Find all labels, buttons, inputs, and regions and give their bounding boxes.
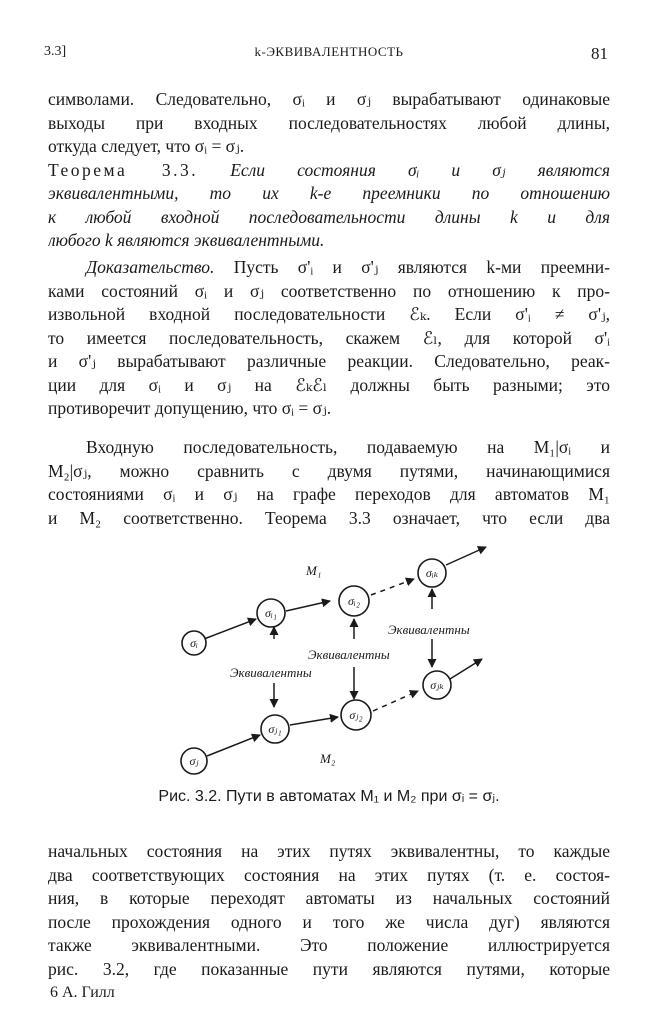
text-line: выходы при входных последовательностях любой длины, <box>48 112 610 133</box>
node-label: σᵢ <box>190 636 198 650</box>
theorem-line: любого k являются эквивалентными. <box>48 230 325 250</box>
figure-caption: Рис. 3.2. Пути в автоматах M₁ и M₂ при σᵢ = σⱼ. <box>158 788 500 805</box>
theorem-line: эквивалентными, то их k-е преемники по отношению <box>48 183 610 203</box>
running-title: k-ЭКВИВАЛЕНТНОСТЬ <box>254 44 404 59</box>
node-label: σⱼ <box>189 754 199 768</box>
edge-sj-sj1 <box>207 735 260 756</box>
proof-line: противоречит допущению, что σᵢ = σⱼ. <box>48 398 332 418</box>
proof-line-1 <box>48 256 610 280</box>
proof-line: и σ'ⱼ вырабатывают различные реакции. Следовательно, реак- <box>48 351 610 371</box>
text-line: и M₂ соответственно. Теорема 3.3 означает, что если два <box>48 507 610 528</box>
text-line: M₂|σⱼ, можно сравнить с двумя путями, начинающимися <box>48 460 610 481</box>
edge-si-si1 <box>204 619 256 639</box>
proof-line: ции для σᵢ и σⱼ на ℰₖℰₗ должны быть разными; это <box>48 374 610 395</box>
text-line: рис. 3.2, где показанные пути являются путями, которые <box>48 958 610 979</box>
node-label: σⱼ₂ <box>349 708 363 722</box>
proof-label: Доказательство. <box>86 257 215 277</box>
section-number: 3.3] <box>44 44 67 59</box>
automaton-label-m1: M₁ <box>306 563 322 578</box>
theorem-line: к любой входной последовательности длины k и для <box>48 206 610 227</box>
text-line: начальных состояния на этих путях эквивалентны, то каждые <box>48 841 610 861</box>
node-label: σⱼₖ <box>430 678 444 692</box>
text-line: символами. Следовательно, σᵢ и σⱼ вырабатывают одинаковые <box>48 89 610 109</box>
page-number: 81 <box>591 44 608 63</box>
node-label: σᵢₖ <box>425 566 439 580</box>
node-label: σᵢ₁ <box>265 606 277 620</box>
node-label: σⱼ₁ <box>268 722 282 736</box>
signature-mark: 6 А. Гилл <box>50 984 115 1001</box>
edge-sj2-sjk <box>373 691 418 711</box>
theorem-text: Если состояния σᵢ и σⱼ являются <box>230 159 610 180</box>
text-line: Входную последовательность, подаваемую на M₁|σᵢ и <box>86 437 610 457</box>
paragraph-conclusion <box>48 88 610 253</box>
figure-paths-diagram <box>170 543 500 779</box>
text-line: после прохождения одного и того же числа дуг) являются <box>48 911 610 932</box>
text-line: также эквивалентными. Это положение иллюстрируется <box>48 935 610 955</box>
node-label: σᵢ₂ <box>348 594 360 608</box>
text-line: состояниями σᵢ и σⱼ на графе переходов для автоматов M₁ <box>48 484 610 504</box>
proof-text: Пусть σ'ᵢ и σ'ⱼ являются k-ми преемни- <box>233 257 610 277</box>
edge-si1-si2 <box>286 601 330 611</box>
equiv-label-left: Эквивалентны <box>230 665 312 680</box>
equiv-label-middle: Эквивалентны <box>308 647 390 662</box>
text-line: откуда следует, что σᵢ = σⱼ. <box>48 136 245 156</box>
equiv-label-right: Эквивалентны <box>388 622 470 637</box>
theorem-label: Теорема 3.3. <box>48 159 199 180</box>
proof-line: извольной входной последовательности ℰₖ. Если σ'ᵢ ≠ σ'ⱼ, <box>48 304 610 324</box>
edge-sik-out <box>446 547 486 565</box>
theorem-line-1 <box>48 159 610 183</box>
proof-line: то имеется последовательность, скажем ℰₗ, для которой σ'ᵢ <box>48 327 610 348</box>
edge-sj1-sj2 <box>290 717 338 725</box>
paragraph-illustration <box>48 840 610 981</box>
paragraph-paths <box>48 436 610 530</box>
text-line: ния, в которые переходят автоматы из начальных состояний <box>48 888 610 908</box>
automaton-label-m2: M₂ <box>320 751 336 766</box>
proof-paragraph <box>48 256 610 421</box>
proof-line: ками состояний σᵢ и σⱼ соответственно по отношению к про- <box>48 280 610 301</box>
edge-sjk-out <box>450 659 482 679</box>
edge-si2-sik <box>371 579 414 595</box>
text-line: два соответствующих состояния на этих путях (т. е. состоя- <box>48 864 610 885</box>
